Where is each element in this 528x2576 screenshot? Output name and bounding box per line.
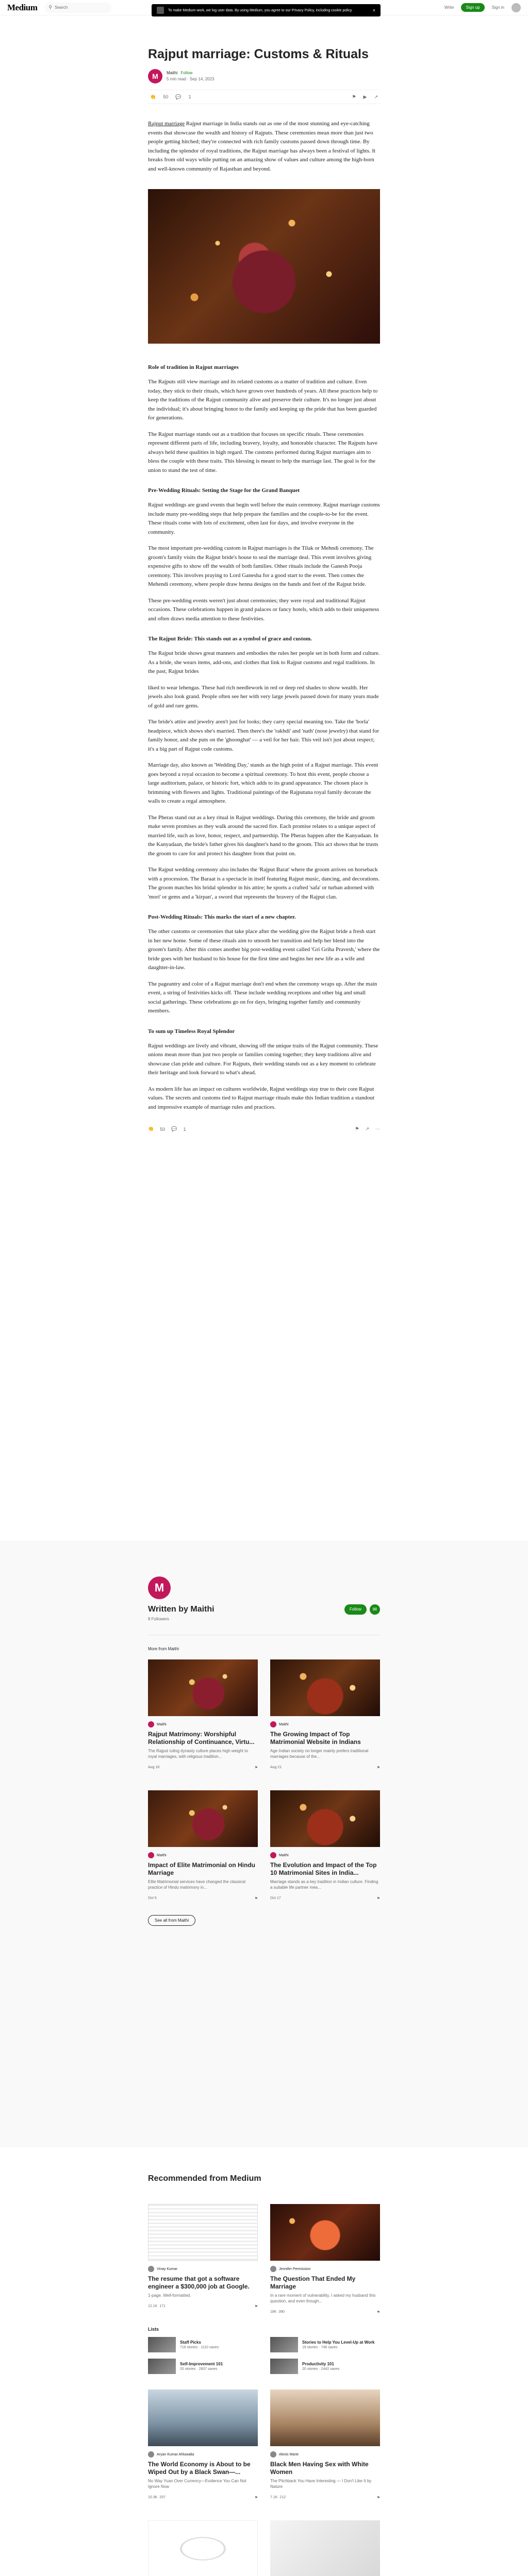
heading-bride: The Rajput Bride: This stands out as a symbol of grace and custom. (148, 636, 312, 642)
story-card[interactable] (270, 2520, 380, 2576)
search-icon: ⚲ (48, 5, 52, 10)
bookmark-icon[interactable]: ⚑ (254, 1766, 258, 1770)
card-image (270, 2389, 380, 2446)
search-input[interactable] (44, 3, 111, 13)
heading-role: Role of tradition in Rajput marriages (148, 364, 239, 370)
card-title[interactable]: The resume that got a software engineer a $300,000 job at Google. (148, 2275, 250, 2290)
card-image (148, 2389, 258, 2446)
recommended-heading: Recommended from Medium (148, 2174, 261, 2183)
response-count: 171 (159, 2304, 166, 2308)
bookmark-icon[interactable]: ⚑ (254, 2305, 258, 2309)
paragraph: Rajput weddings are grand events that begin well before the main ceremony. Rajput marriage customs include many pre-wedding steps that help prepare the families and the couple-to-be for the event. These rituals come with lots of excitement, often last for days, and involve everyone in the community. (148, 502, 380, 535)
card-author[interactable]: Maithi (279, 1722, 289, 1726)
cookie-popup (152, 4, 381, 16)
avatar (270, 1721, 276, 1727)
paragraph: The Rajput bride shows great manners and embodies the rules her people set in both form and culture. As a bride, she wears items, add-ons, and clothes that link to Rajput customs and regal traditions. In the past, Rajput brides (148, 650, 380, 674)
intro-paragraph (148, 120, 380, 174)
lists-heading: Lists (148, 2327, 159, 2332)
card-author[interactable]: Aryan Kumar Ahluwalia (157, 2452, 194, 2456)
clap-count: 12.1K (148, 2304, 158, 2308)
card-date: Oct 5 (148, 1896, 157, 1900)
list-thumbnail (270, 2359, 298, 2374)
comment-icon[interactable]: 💬 (171, 1126, 177, 1131)
card-subtitle: The Pitchback You Have Interesting — I Don't Like It by Nature (270, 2479, 372, 2489)
list-item[interactable] (270, 2359, 380, 2374)
story-card[interactable] (270, 2389, 380, 2500)
story-card[interactable] (270, 2204, 380, 2314)
card-image (270, 1659, 380, 1716)
story-card[interactable] (148, 1659, 258, 1770)
sign-up-button[interactable]: Sign up (461, 3, 484, 12)
card-title[interactable]: The World Economy is About to be Wiped Out by a Black Swan—... (148, 2461, 251, 2476)
popup-text: To make Medium work, we log user data. By using Medium, you agree to our Privacy Policy, including cookie policy. (168, 8, 353, 12)
list-thumbnail (148, 2337, 176, 2352)
author-avatar[interactable]: M (148, 69, 162, 83)
clap-icon[interactable]: 👏 (148, 1126, 154, 1131)
article (148, 46, 380, 1132)
avatar (270, 2266, 276, 2272)
card-image (148, 1790, 258, 1847)
bookmark-icon[interactable]: ⚑ (254, 2496, 258, 2500)
avatar (270, 2451, 276, 2458)
intro-text: Rajput marriage in India stands out as one of the most stunning and eye-catching events that showcase the wealth and history of Rajputs. These ceremonies mean more than just two people getting hitched; they're connected with rich family customs passed down through time. By including the splendor of royal traditions, the Rajput marriage has always been a festival of lights. It breaks from old ways while putting on an amazing show of values and culture among the high-born and well-known community of Rajasthan and beyond. (148, 121, 376, 172)
close-icon[interactable]: × (372, 8, 375, 13)
paragraph: The most important pre-wedding custom in Rajput marriages is the Tilak or Mehndi ceremony. The groom's family visits the Rajput bride's house to seal the marriage deal. This event involves giving expensive gifts to show off the wealth of both families. Other rituals include the Ganesh Pooja ceremony. This involves praying to Lord Ganesha for a good start to the event. Then comes the Mehendi ceremony, where people draw henna designs on the hands and feet of the Rajput bride. (148, 545, 374, 587)
card-author[interactable]: Maithi (157, 1853, 167, 1857)
play-icon[interactable]: ▶ (363, 94, 367, 99)
card-title[interactable]: The Evolution and Impact of the Top 10 Matrimonial Sites in India... (270, 1861, 377, 1876)
written-by-heading[interactable]: Written by Maithi (148, 1605, 214, 1614)
list-name: Productivity 101 (302, 2362, 334, 2366)
card-date: Aug 18 (148, 1766, 160, 1769)
bookmark-icon[interactable]: ⚑ (376, 2311, 380, 2314)
response-count: 390 (278, 2310, 285, 2314)
card-subtitle: Age Indian society no longer mainly prefers traditional marriages because of the... (270, 1749, 369, 1759)
paragraph: The Rajput wedding ceremony also includes the 'Rajput Barat' where the groom arrives on horseback with a procession. The Baraat is a spectacle in itself featuring Rajput music, dancing, and decorations. The groom matches his bridal splendor in his attire; he sports a crafted 'safa' or turban adorned with 'mori' or gems and a 'kirpan', a sword that represents the bravery of the Rajput clan. (148, 867, 380, 900)
card-subtitle: The Rajput ruling dynasty culture places high weight to royal marriages, with religious tradition... (148, 1749, 248, 1759)
search-placeholder: Search (54, 5, 68, 10)
card-title[interactable]: The Growing Impact of Top Matrimonial Website in Indians (270, 1731, 361, 1745)
bookmark-icon[interactable]: ⚑ (355, 1126, 359, 1131)
list-thumbnail (148, 2359, 176, 2374)
clap-count: 18K (270, 2310, 277, 2314)
card-title[interactable]: Impact of Elite Matrimonial on Hindu Marriage (148, 1861, 256, 1876)
heading-post-wedding: Post-Wedding Rituals: This marks the start of a new chapter. (148, 914, 296, 920)
card-subtitle: Elite Matrimonial services have changed the classical practice of Hindu matrimony in... (148, 1879, 245, 1890)
response-count: 212 (279, 2496, 286, 2499)
paragraph: The Rajput marriage stands out as a tradition that focuses on specific rituals. These ceremonies represent different parts of life, including bravery, loyalty, and honorable character. The Rajputs have always held these qualities in high regard. The customs performed during Rajput marriages aim to bless the couple with these traits. This blessing is meant to help the marriage last. The goal is for the union to stand the test of time. (148, 431, 378, 473)
footer-action-bar (148, 1126, 380, 1132)
response-count: 1 (183, 1126, 186, 1132)
follow-button[interactable]: Follow (344, 1604, 367, 1615)
list-meta: 716 stories · 1110 saves (180, 2346, 219, 2349)
story-card[interactable] (148, 2389, 258, 2500)
card-author[interactable]: Vinay Kumar (157, 2267, 177, 2271)
avatar (270, 1852, 276, 1858)
card-date: Oct 17 (270, 1896, 281, 1900)
see-all-button[interactable]: See all from Maithi (148, 1915, 195, 1926)
bookmark-icon[interactable]: ⚑ (376, 1897, 380, 1901)
avatar (148, 1721, 154, 1727)
card-author[interactable]: Jennifer Permission (279, 2267, 311, 2271)
author-name[interactable]: Maithi (167, 71, 178, 75)
page-title: Rajput marriage: Customs & Rituals (148, 47, 369, 61)
medium-logo[interactable]: Medium (7, 2, 38, 12)
card-subtitle: No Way Yuan Over Currency—Evidence You Can Not Ignore Now (148, 2479, 246, 2489)
list-meta: 20 stories · 2837 saves (180, 2367, 218, 2371)
card-title[interactable]: The Question That Ended My Marriage (270, 2275, 356, 2290)
hero-image (148, 189, 380, 344)
share-icon[interactable]: ↗ (365, 1126, 369, 1131)
list-item[interactable] (148, 2359, 258, 2374)
story-card[interactable] (270, 1659, 380, 1770)
popup-image (157, 7, 164, 14)
subscribe-icon[interactable]: ✉ (370, 1604, 380, 1615)
clap-count: 50 (160, 1126, 166, 1132)
follow-link[interactable]: Follow (180, 71, 193, 75)
follower-count[interactable]: 8 Followers (148, 1617, 169, 1621)
card-image (270, 1790, 380, 1847)
response-count: 1 (188, 94, 191, 99)
list-item[interactable] (270, 2337, 380, 2352)
avatar (148, 2451, 154, 2458)
heading-summary: To sum up Timeless Royal Splendor (148, 1028, 235, 1035)
card-subtitle: Marriage stands as a key tradition in Indian culture. Finding a suitable life partner mea... (270, 1879, 378, 1890)
clap-icon[interactable]: 👏 (150, 94, 156, 99)
card-author[interactable]: Alexis Marie (279, 2452, 299, 2456)
list-meta: 20 stories · 2442 saves (302, 2367, 340, 2371)
story-card[interactable] (148, 2204, 258, 2314)
card-image (270, 2204, 380, 2261)
intro-link[interactable]: Rajput marriage (148, 121, 185, 127)
paragraph: The Pheras stand out as a key ritual in Rajput weddings. During this ceremony, the bride and groom make seven promises as they walk around the sacred fire. Each promise relates to a unique aspect of married life, such as love, honor, respect, and partnership. The Pheras happen after the Kanyadaan. In the Kanyadaan, the bride's father gives his daughter's hand to the groom. This act shows that he trusts the groom to care for and protect his daughter from that point on. (148, 814, 378, 857)
list-item[interactable] (148, 2337, 258, 2352)
clap-count: 50 (163, 94, 169, 99)
sign-in-link[interactable]: Sign in (491, 5, 504, 10)
paragraph: These pre-wedding events weren't just about ceremonies; they were royal and traditional Rajput occasions. These celebrations happen in grand palaces or fancy hotels, which adds to their uniqueness and often draws media attention to these festivities. (148, 597, 380, 622)
clap-count: 10.3K (148, 2496, 158, 2499)
more-from-heading: More from Maithi (148, 1647, 179, 1651)
paragraph: The bride's attire and jewelry aren't just for looks; they carry special meaning too. Take the 'borla' headpiece, which shows she's married. Then there's the 'rakhdi' and 'nath' (nose jewelry) that stand for family honor, and she puts on the 'ghoonghat' — a veil for her hair. This veil isn't just about respect; it's a big part of Rajput code customs. (148, 719, 380, 752)
lists-section (148, 2327, 380, 2374)
list-name: Self-Improvement 101 (180, 2362, 223, 2366)
card-image (270, 2520, 380, 2576)
paragraph: Rajput weddings are lively and vibrant, showing off the unique traits of the Rajput community. These unions mean more than just two people or families coming together; they keep traditions alive and showcase clan pride and culture. For Rajputs, their wedding stands out as a key moment to celebrate their heritage and look forward to what's ahead. (148, 1042, 378, 1076)
avatar (148, 2266, 154, 2272)
paragraph: liked to wear lehengas. These had rich needlework in red or deep red shades to show wealth. Her jewels also look grand. People often see her with very large jewels passed down for many years made of gold and rare gems. (148, 684, 379, 709)
author-section (0, 1540, 528, 2147)
card-subtitle: 1-page. Well-formatted. (148, 2293, 191, 2298)
card-subtitle: In a rare moment of vulnerability, I asked my husband this question, and even though... (270, 2293, 376, 2303)
list-meta: 19 stories · 746 saves (302, 2346, 338, 2349)
bookmark-icon[interactable]: ⚑ (376, 1766, 380, 1770)
action-bar (148, 90, 380, 104)
list-thumbnail (270, 2337, 298, 2352)
article-meta: 5 min read · Sep 14, 2023 (167, 77, 214, 81)
card-date: Aug 21 (270, 1766, 282, 1769)
recommended-section (148, 2174, 380, 2576)
avatar (148, 1852, 154, 1858)
paragraph: As modern life has an impact on cultures worldwide, Rajput weddings stay true to their core Rajput values. The secrets and customs tied to Rajput marriage rituals make this Indian tradition a standout and impressive example of marriage rules and practices. (148, 1086, 375, 1110)
card-author[interactable]: Maithi (157, 1722, 167, 1726)
write-button[interactable]: Write (444, 5, 454, 10)
response-count: 257 (159, 2496, 166, 2499)
bookmark-icon[interactable]: ⚑ (254, 1897, 258, 1901)
paragraph: The other customs or ceremonies that take place after the wedding give the Rajput bride a fresh start in her new home. Some of these rituals aim to smooth her transition and help her blend into the groom's family. After this comes another big post-wedding event called 'Gri Griha Pravesh,' where the bride goes with her husband to his house for the first time and begins her new life as a wife and daughter-in-law. (148, 928, 380, 971)
share-icon[interactable]: ↗ (374, 94, 378, 99)
bookmark-icon[interactable]: ⚑ (352, 94, 356, 99)
clap-count: 7.1K (270, 2496, 278, 2499)
paragraph: Marriage day, also known as 'Wedding Day,' stands as the high point of a Rajput marriage. This event goes beyond a royal occasion to become a spiritual ceremony. To host this event, people choose a large auditorium, palace, or historic fort, which adds to its grand appearance. The chosen place is brimming with flowers and lights. Traditional paintings of the Rajputana royal family decorate the walls to create a regal atmosphere. (148, 762, 378, 804)
list-name: Stories to Help You Level-Up at Work (302, 2340, 375, 2345)
author-avatar-large[interactable]: M (148, 1577, 171, 1599)
list-name: Staff Picks (180, 2340, 201, 2345)
byline (148, 69, 380, 83)
story-card[interactable] (270, 1790, 380, 1901)
card-image (148, 1659, 258, 1716)
story-card[interactable] (148, 1790, 258, 1901)
comment-icon[interactable]: 💬 (175, 94, 182, 99)
card-image (148, 2204, 258, 2261)
card-title[interactable]: Black Men Having Sex with White Women (270, 2461, 369, 2476)
more-icon[interactable]: ⋯ (375, 1126, 380, 1131)
card-title[interactable]: Rajput Matrimony: Worshipful Relationship of Continuance, Virtu... (148, 1731, 255, 1745)
avatar[interactable] (512, 3, 521, 12)
bookmark-icon[interactable]: ⚑ (376, 2496, 380, 2500)
card-author[interactable]: Maithi (279, 1853, 289, 1857)
card-image (148, 2520, 258, 2576)
heading-pre-wedding: Pre-Wedding Rituals: Setting the Stage for the Grand Banquet (148, 487, 300, 494)
paragraph: The pageantry and color of a Rajput marriage don't end when the ceremony wraps up. After the main event, a string of festivities kicks off. These include wedding receptions and other big and small social gatherings. These celebrations go on for days, bringing together family and community members. (148, 980, 377, 1014)
story-card[interactable] (148, 2520, 258, 2576)
paragraph: The Rajputs still view marriage and its related customs as a matter of tradition and culture. Even today, they stick to their rituals, which have grown over hundreds of years. All these practices help to keep the traditions of the Rajput community alive and preserve their culture. It's no longer just about the individual; it's about bringing honor to the family and keeping up the pride that has been guarded for generations. (148, 379, 378, 421)
